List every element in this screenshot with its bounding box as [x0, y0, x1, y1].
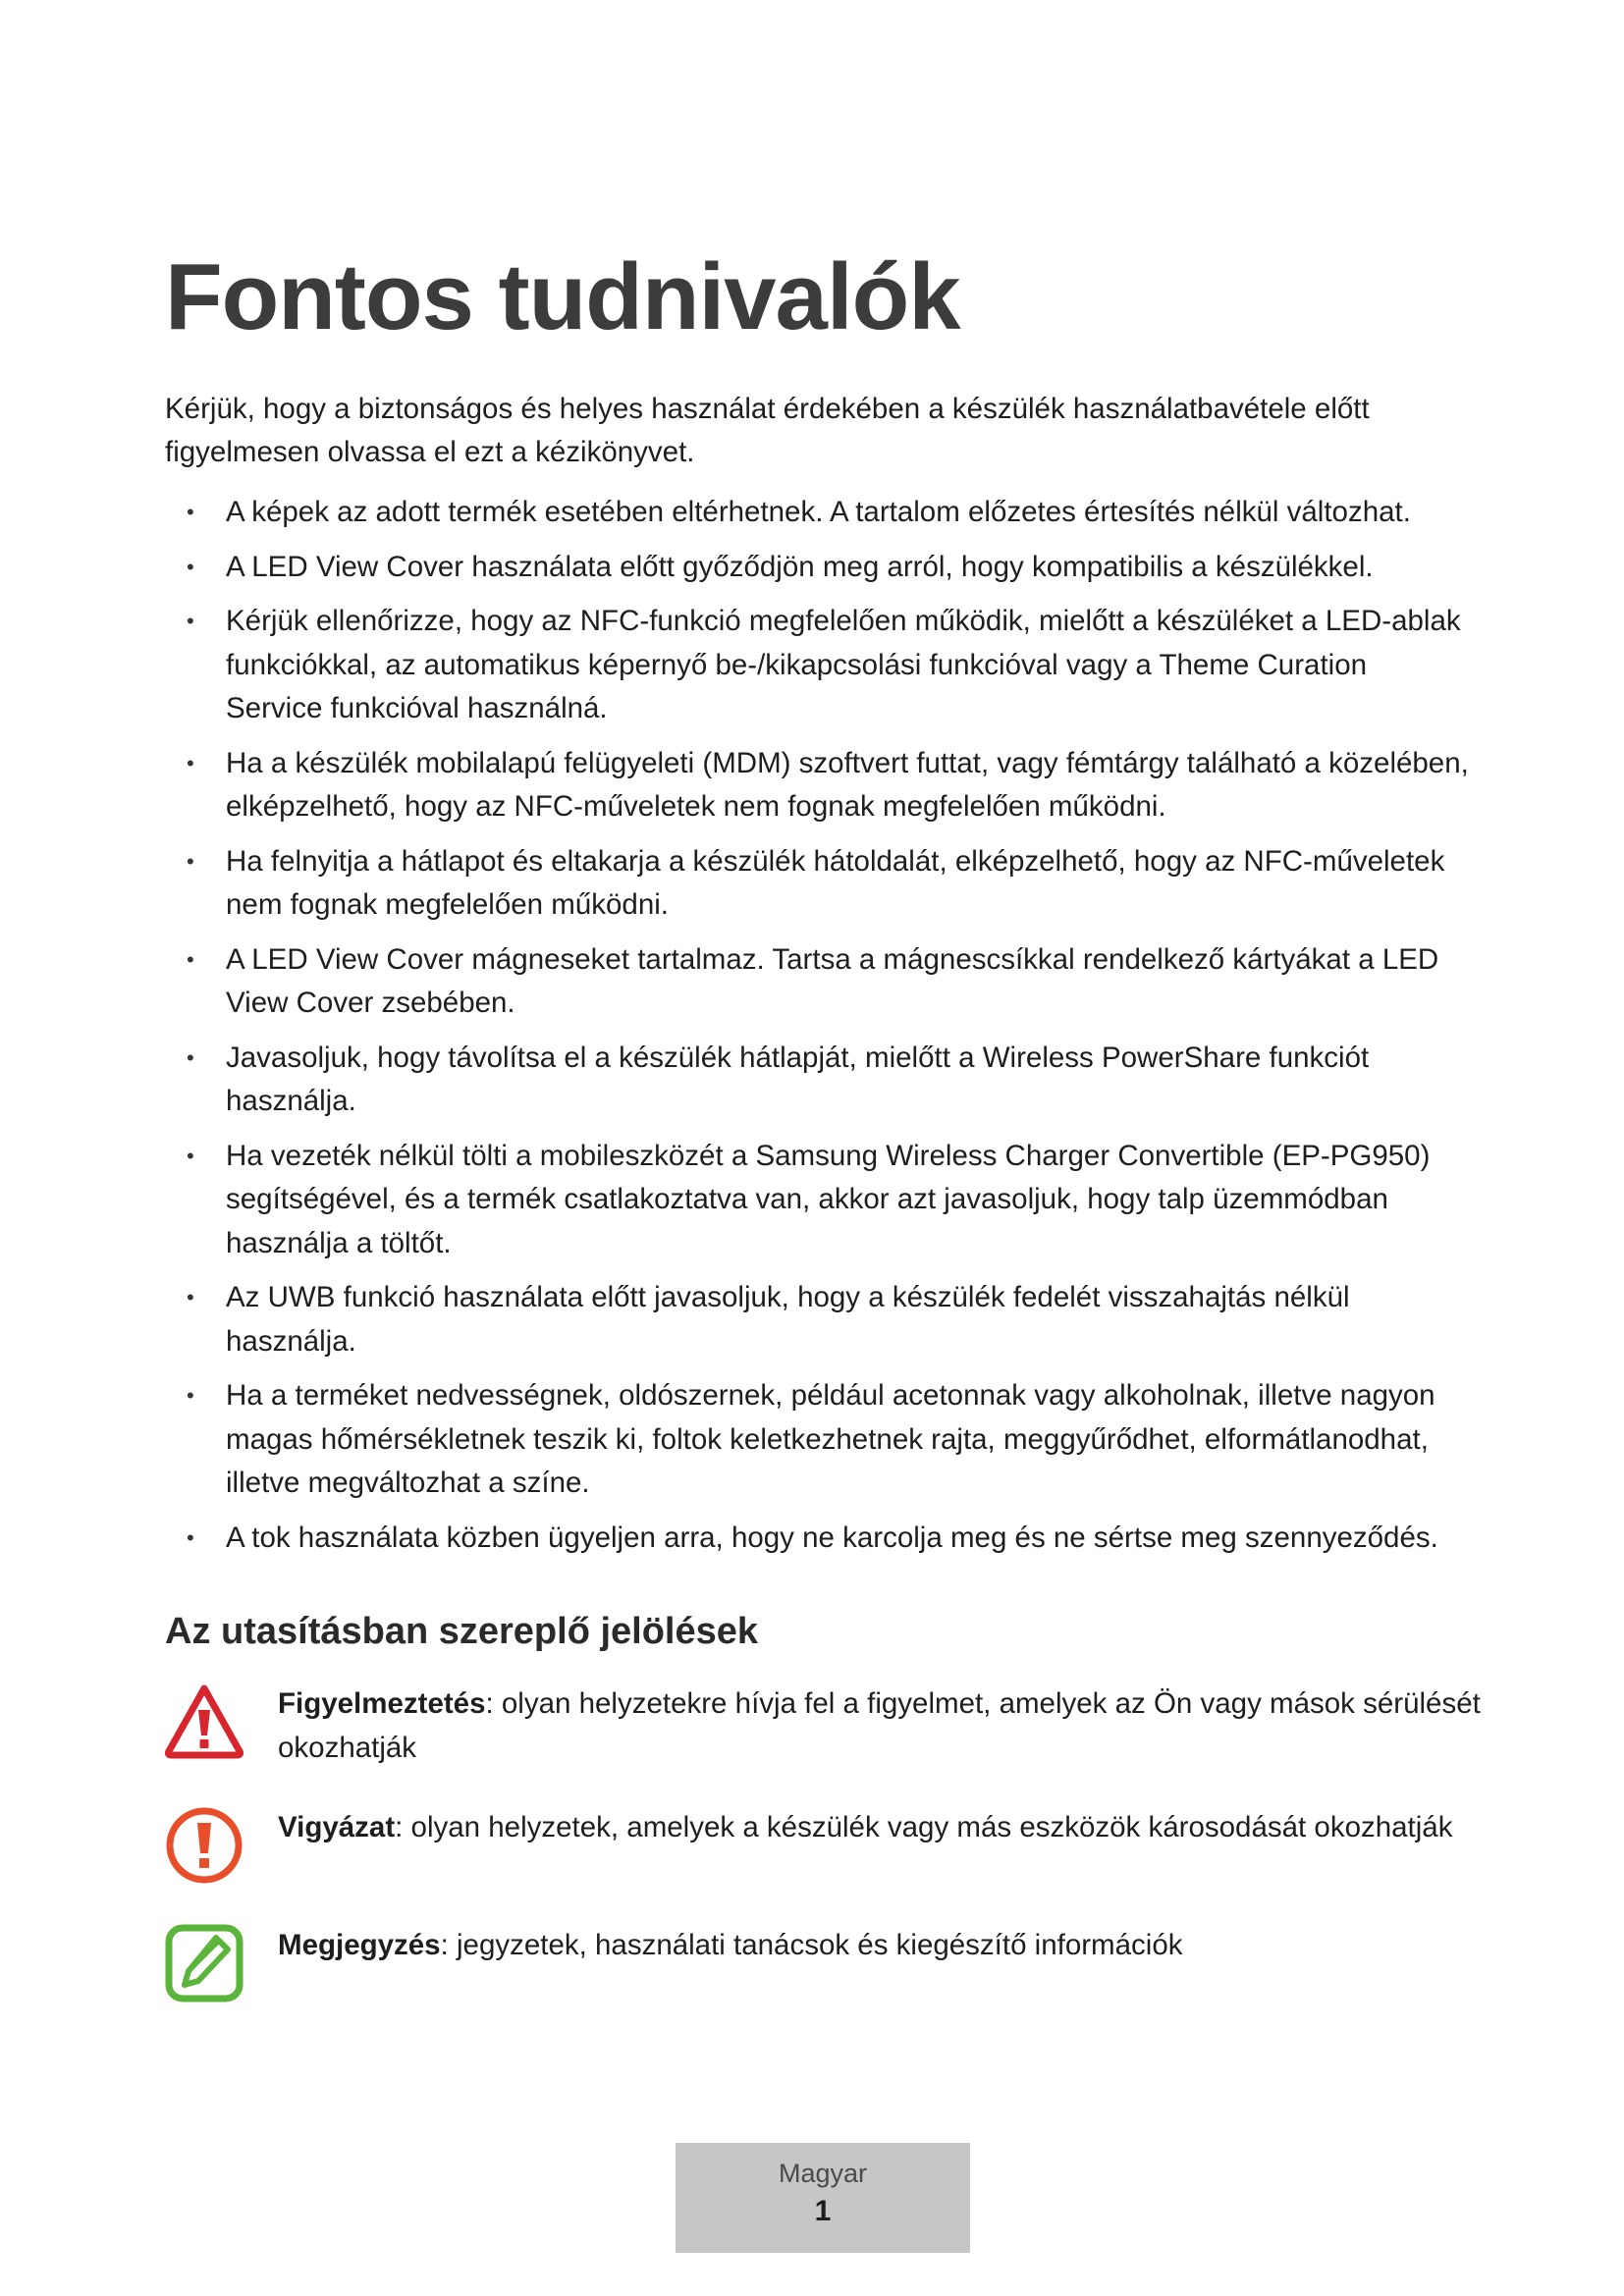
bullet-icon: •	[187, 1044, 194, 1070]
warning-notice-text	[278, 1682, 1481, 1770]
list-item	[165, 1037, 1471, 1124]
list-item	[165, 1517, 1471, 1561]
bullet-icon: •	[187, 1383, 194, 1408]
warning-description: : olyan helyzetekre hívja fel a figyelmet, amelyek az Ön vagy mások sérülését okozhatják	[278, 1687, 1481, 1764]
note-pen-icon	[165, 1924, 244, 2002]
list-item	[165, 1276, 1471, 1363]
list-item	[165, 546, 1471, 590]
list-item-text: Ha felnyitja a hátlapot és eltakarja a készülék hátoldalát, elképzelhető, hogy az NFC-műveletek nem fognak megfelelően működni.	[226, 844, 1445, 921]
list-item	[165, 1135, 1471, 1266]
bullet-icon: •	[187, 1143, 194, 1168]
caution-label: Vigyázat	[278, 1811, 396, 1843]
list-item	[165, 840, 1471, 928]
list-item	[165, 938, 1471, 1026]
bullet-icon: •	[187, 1285, 194, 1309]
section-heading: Az utasításban szereplő jelölések	[165, 1611, 759, 1652]
list-item	[165, 742, 1471, 829]
bullet-icon: •	[187, 848, 194, 874]
warning-label: Figyelmeztetés	[278, 1687, 486, 1720]
bullet-icon: •	[187, 609, 194, 633]
list-item-text: Javasoljuk, hogy távolítsa el a készülék hátlapját, mielőtt a Wireless PowerShare funkciót használja.	[226, 1041, 1370, 1117]
page-footer	[676, 2143, 970, 2253]
caution-circle-icon	[165, 1806, 244, 1885]
list-item-text: Ha a terméket nedvességnek, oldószernek, például acetonnak vagy alkoholnak, illetve nagyon magas hőmérsékletnek teszik ki, foltok keletkezhetnek rajta, meggyűrődhet, elformátlanodhat, illetve megváltozhat a színe.	[226, 1379, 1435, 1499]
intro-paragraph: Kérjük, hogy a biztonságos és helyes használat érdekében a készülék használatbavétele előtt figyelmesen olvassa el ezt a kézikönyvet.	[165, 393, 1370, 468]
list-item-text: Az UWB funkció használata előtt javasoljuk, hogy a készülék fedelét visszahajtás nélkül használja.	[226, 1281, 1350, 1358]
note-description: : jegyzetek, használati tanácsok és kiegészítő információk	[440, 1929, 1183, 1961]
important-notes-list	[165, 491, 1471, 1571]
note-notice-text	[278, 1924, 1481, 1968]
list-item-text: A tok használata közben ügyeljen arra, hogy ne karcolja meg és ne sértse meg szennyeződés.	[226, 1521, 1438, 1554]
bullet-icon: •	[187, 946, 194, 972]
bullet-icon: •	[187, 500, 194, 524]
list-item-text: A LED View Cover mágneseket tartalmaz. Tartsa a mágnescsíkkal rendelkező kártyákat a LED View Cover zsebében.	[226, 942, 1439, 1019]
list-item-text: A LED View Cover használata előtt győződjön meg arról, hogy kompatibilis a készülékkel.	[226, 550, 1374, 583]
footer-language: Magyar	[778, 2159, 868, 2188]
caution-description: : olyan helyzetek, amelyek a készülék vagy más eszközök károsodását okozhatják	[395, 1811, 1453, 1843]
list-item	[165, 491, 1471, 535]
list-item-text: Ha a készülék mobilalapú felügyeleti (MDM) szoftvert futtat, vagy fémtárgy található a közelében, elképzelhető, hogy az NFC-műveletek nem fognak megfelelően működni.	[226, 746, 1469, 823]
bullet-icon: •	[187, 750, 194, 775]
list-item-text: A képek az adott termék esetében eltérhetnek. A tartalom előzetes értesítés nélkül változhat.	[226, 496, 1411, 528]
bullet-icon: •	[187, 554, 194, 579]
warning-triangle-icon	[165, 1682, 244, 1761]
list-item-text: Kérjük ellenőrizze, hogy az NFC-funkció megfelelően működik, mielőtt a készüléket a LED-ablak funkciókkal, az automatikus képernyő be-/kikapcsolási funkcióval vagy a Theme Curation Service funkcióval használná.	[226, 605, 1461, 724]
note-label: Megjegyzés	[278, 1929, 441, 1961]
list-item-text: Ha vezeték nélkül tölti a mobileszközét a Samsung Wireless Charger Convertible (EP-PG950) segítségével, és a termék csatlakoztatva van, akkor azt javasoljuk, hogy talp üzemmódban használja a töltőt.	[226, 1139, 1431, 1259]
list-item	[165, 600, 1471, 731]
list-item	[165, 1374, 1471, 1506]
caution-notice-text	[278, 1806, 1481, 1850]
page-title: Fontos tudnivalók	[165, 244, 960, 349]
page-number: 1	[814, 2195, 832, 2227]
bullet-icon: •	[187, 1524, 194, 1550]
